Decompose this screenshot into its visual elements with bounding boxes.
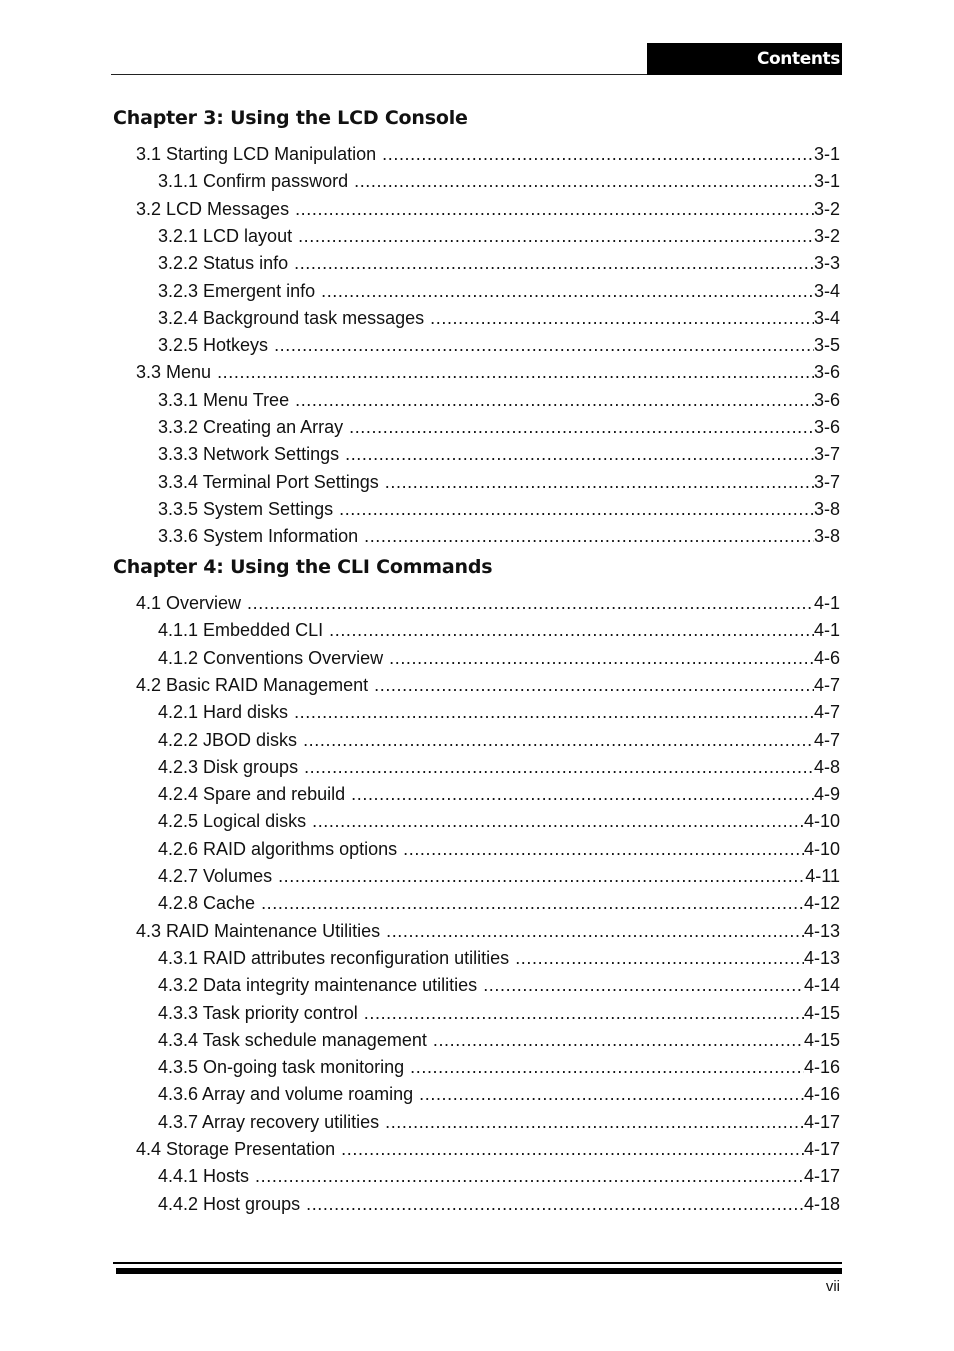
toc-entry-label: 4.2.7 Volumes: [158, 866, 273, 886]
toc-entry[interactable]: [158, 729, 840, 751]
toc-entry[interactable]: [158, 252, 840, 274]
toc-entry[interactable]: [158, 389, 840, 411]
toc-entry-page: 3-8: [813, 526, 840, 546]
toc-entry-label: 4.1.2 Conventions Overview: [158, 648, 384, 668]
toc-entry-label: 4.4.2 Host groups: [158, 1194, 301, 1214]
toc-entry-page: 4-17: [803, 1139, 840, 1159]
toc-dot-leader: [312, 810, 804, 832]
toc-entry[interactable]: [158, 701, 840, 723]
toc-entry[interactable]: [158, 498, 840, 520]
toc-entry-label: 3.3.2 Creating an Array: [158, 417, 344, 437]
toc-dot-leader: [274, 334, 814, 356]
toc-entry-label: 3.2.4 Background task messages: [158, 308, 425, 328]
toc-entry-page: 4-7: [813, 675, 840, 695]
toc-entry[interactable]: [158, 1193, 840, 1215]
toc-entry-label: 4.3.6 Array and volume roaming: [158, 1084, 414, 1104]
toc-dot-leader: [419, 1083, 804, 1105]
toc-entry-page: 4-18: [803, 1194, 840, 1214]
toc-dot-leader: [329, 619, 814, 641]
toc-entry-page: 4-8: [813, 757, 840, 777]
toc-dot-leader: [298, 225, 814, 247]
toc-entry-label: 4.2.3 Disk groups: [158, 757, 299, 777]
toc-entry-page: 3-3: [813, 253, 840, 273]
toc-dot-leader: [261, 892, 804, 914]
toc-entry[interactable]: [136, 361, 840, 383]
toc-dot-leader: [403, 838, 804, 860]
toc-entry-label: 4.2.2 JBOD disks: [158, 730, 298, 750]
toc-dot-leader: [294, 701, 814, 723]
toc-entry-label: 4.2.4 Spare and rebuild: [158, 784, 346, 804]
toc-entry[interactable]: [136, 143, 840, 165]
toc-dot-leader: [364, 525, 814, 547]
toc-dot-leader: [385, 1111, 804, 1133]
toc-entry[interactable]: [158, 619, 840, 641]
toc-entry[interactable]: [158, 1029, 840, 1051]
toc-entry-label: 4.3.3 Task priority control: [158, 1003, 358, 1023]
toc-entry[interactable]: [158, 947, 840, 969]
toc-entry-page: 3-7: [813, 472, 840, 492]
chapter-heading: Chapter 4: Using the CLI Commands: [113, 556, 493, 578]
toc-entry-label: 3.1.1 Confirm password: [158, 171, 349, 191]
toc-entry-page: 3-6: [813, 417, 840, 437]
page-number: vii: [825, 1278, 840, 1295]
toc-dot-leader: [345, 443, 814, 465]
toc-entry[interactable]: [158, 1083, 840, 1105]
toc-entry[interactable]: [158, 810, 840, 832]
toc-entry-label: 3.1 Starting LCD Manipulation: [136, 144, 377, 164]
toc-entry-label: 4.3 RAID Maintenance Utilities: [136, 921, 381, 941]
toc-entry[interactable]: [158, 647, 840, 669]
toc-entry-label: 3.3.5 System Settings: [158, 499, 334, 519]
toc-entry[interactable]: [158, 416, 840, 438]
toc-dot-leader: [295, 389, 814, 411]
toc-entry-page: 4-13: [803, 921, 840, 941]
toc-entry-page: 4-10: [803, 811, 840, 831]
toc-entry-label: 4.2.5 Logical disks: [158, 811, 307, 831]
toc-entry-page: 4-14: [803, 975, 840, 995]
toc-entry[interactable]: [158, 838, 840, 860]
toc-dot-leader: [321, 280, 814, 302]
toc-entry-label: 4.4 Storage Presentation: [136, 1139, 336, 1159]
toc-entry-label: 3.3.4 Terminal Port Settings: [158, 472, 379, 492]
toc-dot-leader: [430, 307, 814, 329]
toc-entry[interactable]: [158, 1111, 840, 1133]
toc-entry-page: 4-16: [803, 1057, 840, 1077]
toc-entry-page: 4-15: [803, 1030, 840, 1050]
toc-entry-page: 4-11: [805, 866, 840, 886]
toc-entry[interactable]: [158, 1165, 840, 1187]
toc-dot-leader: [217, 361, 814, 383]
toc-entry-page: 4-15: [803, 1003, 840, 1023]
toc-entry-page: 3-4: [813, 281, 840, 301]
toc-entry-page: 3-4: [813, 308, 840, 328]
chapter-heading: Chapter 3: Using the LCD Console: [113, 107, 468, 129]
toc-entry[interactable]: [158, 1056, 840, 1078]
toc-entry[interactable]: [158, 783, 840, 805]
toc-dot-leader: [255, 1165, 804, 1187]
toc-dot-leader: [303, 729, 814, 751]
toc-dot-leader: [410, 1056, 804, 1078]
toc-entry-page: 3-6: [813, 390, 840, 410]
toc-entry-label: 3.2.1 LCD layout: [158, 226, 293, 246]
toc-dot-leader: [295, 198, 814, 220]
toc-entry-page: 3-1: [813, 171, 840, 191]
toc-entry-page: 3-2: [813, 226, 840, 246]
toc-entry-label: 4.1.1 Embedded CLI: [158, 620, 324, 640]
toc-entry-label: 4.2 Basic RAID Management: [136, 675, 369, 695]
toc-dot-leader: [515, 947, 804, 969]
toc-dot-leader: [374, 674, 814, 696]
toc-entry-page: 3-5: [813, 335, 840, 355]
toc-entry-label: 4.3.2 Data integrity maintenance utilities: [158, 975, 478, 995]
toc-dot-leader: [306, 1193, 804, 1215]
toc-entry-label: 3.2 LCD Messages: [136, 199, 290, 219]
toc-entry[interactable]: [158, 525, 840, 547]
toc-entry[interactable]: [158, 1002, 840, 1024]
toc-dot-leader: [386, 920, 804, 942]
toc-entry-label: 4.3.5 On-going task monitoring: [158, 1057, 405, 1077]
toc-entry-page: 3-6: [813, 362, 840, 382]
toc-dot-leader: [247, 592, 814, 614]
toc-dot-leader: [382, 143, 814, 165]
toc-dot-leader: [364, 1002, 804, 1024]
toc-entry-page: 3-8: [813, 499, 840, 519]
toc-entry-page: 4-16: [803, 1084, 840, 1104]
toc-entry[interactable]: [158, 280, 840, 302]
toc-entry-label: 4.4.1 Hosts: [158, 1166, 250, 1186]
toc-entry-page: 4-13: [803, 948, 840, 968]
toc-entry-page: 3-7: [813, 444, 840, 464]
toc-entry-label: 3.2.2 Status info: [158, 253, 289, 273]
toc-entry-label: 3.3 Menu: [136, 362, 212, 382]
toc-entry[interactable]: [158, 756, 840, 778]
toc-dot-leader: [294, 252, 814, 274]
toc-entry[interactable]: [158, 974, 840, 996]
toc-dot-leader: [483, 974, 804, 996]
toc-entry-page: 4-1: [813, 620, 840, 640]
toc-entry-label: 4.3.4 Task schedule management: [158, 1030, 427, 1050]
toc-entry-page: 3-1: [813, 144, 840, 164]
toc-entry-label: 3.2.3 Emergent info: [158, 281, 316, 301]
toc-entry[interactable]: [158, 170, 840, 192]
toc-entry-label: 4.2.8 Cache: [158, 893, 256, 913]
header-section-tab: Contents: [647, 43, 842, 75]
toc-entry-label: 3.3.1 Menu Tree: [158, 390, 290, 410]
toc-entry[interactable]: [158, 307, 840, 329]
toc-entry[interactable]: [136, 674, 840, 696]
toc-entry[interactable]: [158, 892, 840, 914]
toc-entry-page: 4-10: [803, 839, 840, 859]
toc-entry[interactable]: [136, 198, 840, 220]
toc-dot-leader: [385, 471, 814, 493]
toc-entry-page: 4-12: [803, 893, 840, 913]
toc-dot-leader: [354, 170, 814, 192]
toc-dot-leader: [351, 783, 814, 805]
toc-entry[interactable]: [136, 592, 840, 614]
footer-rule-thick: [116, 1268, 842, 1274]
toc-entry-page: 3-2: [813, 199, 840, 219]
toc-entry-page: 4-17: [803, 1166, 840, 1186]
toc-entry[interactable]: [136, 1138, 840, 1160]
toc-entry-page: 4-1: [813, 593, 840, 613]
toc-entry-label: 4.2.1 Hard disks: [158, 702, 289, 722]
toc-entry[interactable]: [158, 471, 840, 493]
toc-entry-label: 4.2.6 RAID algorithms options: [158, 839, 398, 859]
toc-dot-leader: [278, 865, 805, 887]
toc-entry[interactable]: [136, 920, 840, 942]
toc-dot-leader: [304, 756, 814, 778]
toc-entry-page: 4-6: [813, 648, 840, 668]
toc-dot-leader: [339, 498, 814, 520]
toc-entry[interactable]: [158, 225, 840, 247]
toc-entry-label: 3.3.6 System Information: [158, 526, 359, 546]
toc-entry-page: 4-7: [813, 730, 840, 750]
toc-dot-leader: [341, 1138, 804, 1160]
toc-entry[interactable]: [158, 443, 840, 465]
toc-entry[interactable]: [158, 334, 840, 356]
toc-entry-page: 4-9: [813, 784, 840, 804]
toc-entry-label: 4.3.1 RAID attributes reconfiguration utilities: [158, 948, 510, 968]
toc-entry[interactable]: [158, 865, 840, 887]
toc-entry-page: 4-7: [813, 702, 840, 722]
toc-entry-page: 4-17: [803, 1112, 840, 1132]
toc-entry-label: 4.1 Overview: [136, 593, 242, 613]
toc-dot-leader: [389, 647, 814, 669]
toc-dot-leader: [433, 1029, 804, 1051]
toc-entry-label: 4.3.7 Array recovery utilities: [158, 1112, 380, 1132]
toc-entry-label: 3.2.5 Hotkeys: [158, 335, 269, 355]
toc-entry-label: 3.3.3 Network Settings: [158, 444, 340, 464]
footer-rule-thin: [113, 1262, 842, 1264]
toc-dot-leader: [349, 416, 814, 438]
